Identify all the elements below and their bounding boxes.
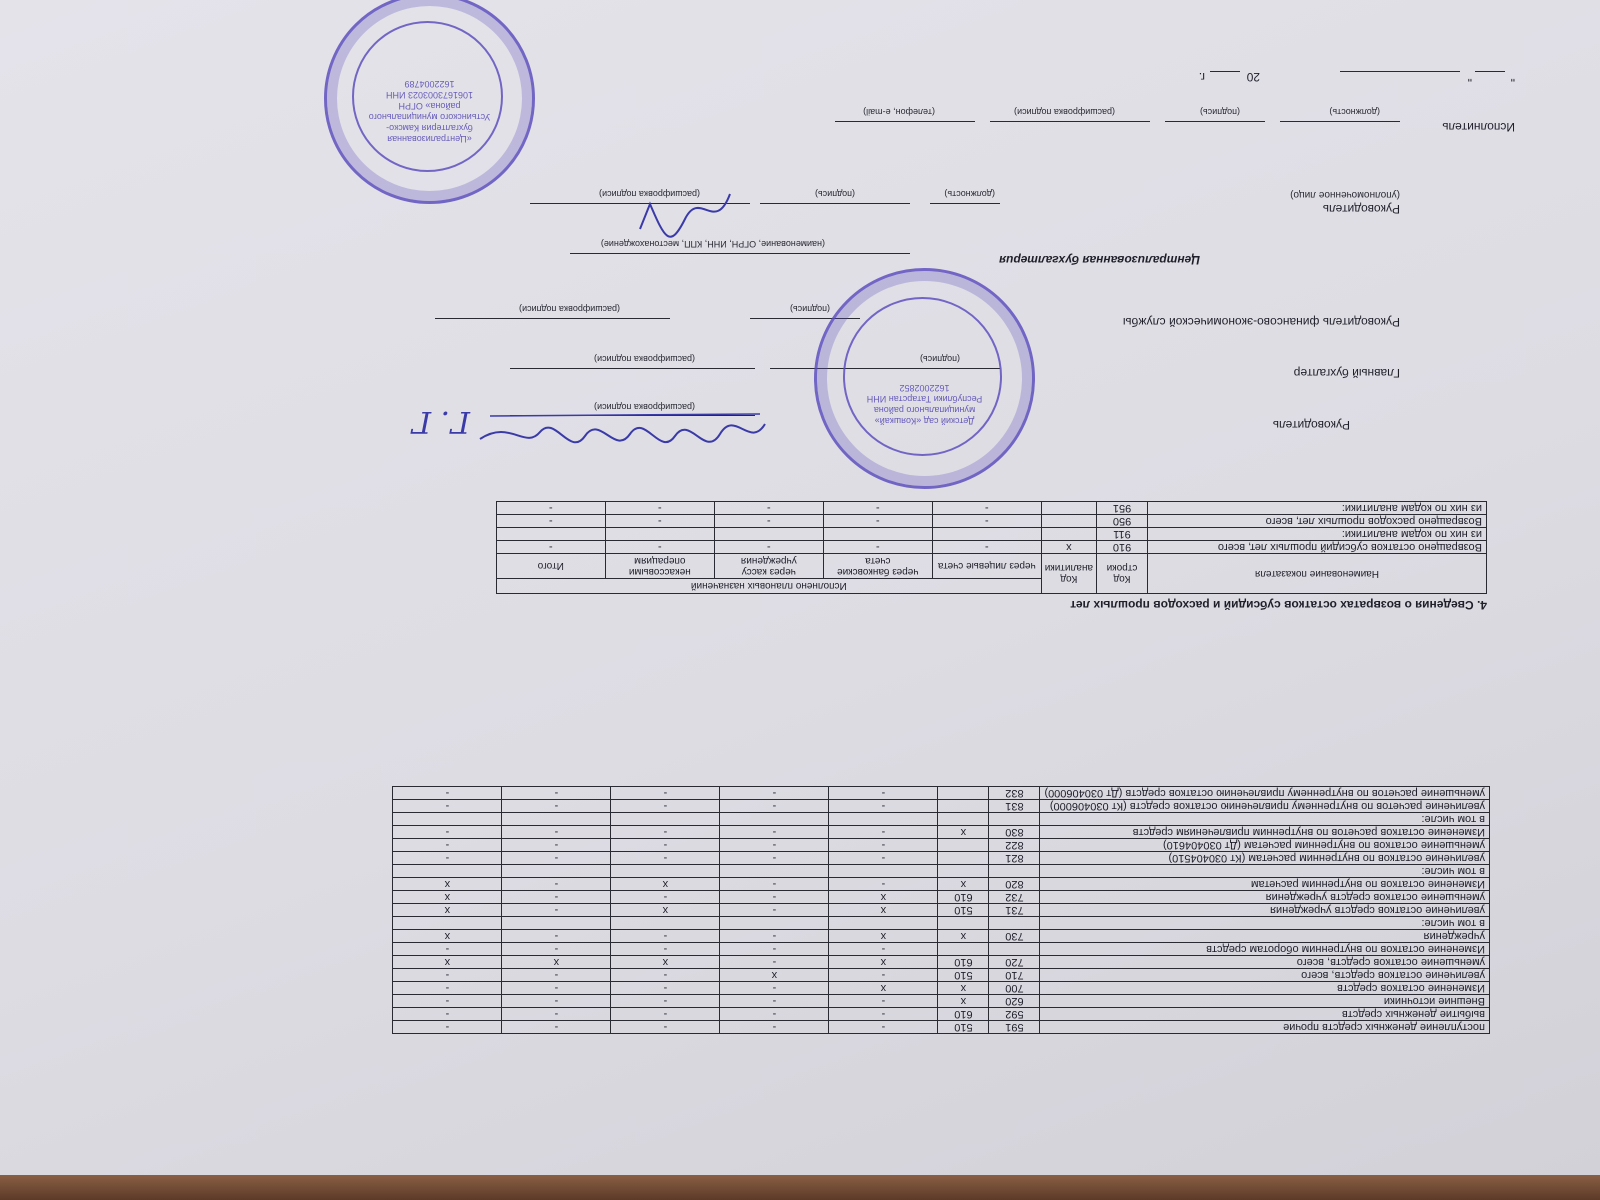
row-value-cell: - [502, 852, 611, 865]
row-analytics-cell: 510 [938, 969, 989, 982]
executor-label: Исполнитель [1442, 120, 1515, 134]
row-value-cell: x [393, 904, 502, 917]
row-value-cell: - [720, 826, 829, 839]
date-day-line [1475, 71, 1505, 72]
row-code-cell [989, 943, 1040, 956]
row-name-cell: Изменение остатков расчетов по внутренним привлечениям средств [1040, 826, 1490, 839]
row-value-cell: - [720, 1021, 829, 1034]
row-value-cell: - [829, 787, 938, 800]
row-analytics-cell [938, 865, 989, 878]
row-value-cell: x [393, 891, 502, 904]
row-value-cell [823, 528, 932, 541]
row-analytics-cell [938, 852, 989, 865]
row-value-cell: - [611, 787, 720, 800]
table-row [496, 502, 1486, 515]
row-value-cell: - [823, 515, 932, 528]
row-value-cell: - [611, 943, 720, 956]
executor-phone-caption: (телефон, e-mail) [863, 107, 935, 117]
stamp-text: «Централизованная бухгалтерия Камско-Устьинского муниципального района» ОГРН 1061673003023 ИНН 1622004789 [368, 78, 491, 144]
table-row [393, 787, 1490, 800]
row-value-cell [720, 865, 829, 878]
row-name-cell: из них по кодам аналитики: [1148, 528, 1487, 541]
row-value-cell [605, 528, 714, 541]
table-row [496, 528, 1486, 541]
row-name-cell: в том числе: [1040, 917, 1490, 930]
row-analytics-cell: 610 [938, 891, 989, 904]
row-value-cell: x [393, 956, 502, 969]
row-analytics-cell: x [938, 878, 989, 891]
row-value-cell: - [611, 839, 720, 852]
row-name-cell: увеличение расчетов по внутреннему привлечению остатков средств (Кт 030406000) [1040, 800, 1490, 813]
table-surface [0, 1175, 1600, 1200]
row-name-cell: Изменение остатков средств [1040, 982, 1490, 995]
row-code-cell: 822 [989, 839, 1040, 852]
row-name-cell: в том числе: [1040, 813, 1490, 826]
table-row [393, 917, 1490, 930]
row-value-cell [611, 917, 720, 930]
row-value-cell: - [393, 1008, 502, 1021]
row-value-cell: - [829, 878, 938, 891]
row-value-cell: - [496, 515, 605, 528]
row-value-cell: - [502, 969, 611, 982]
row-analytics-cell: 610 [938, 956, 989, 969]
row-value-cell [502, 865, 611, 878]
row-code-cell: 620 [989, 995, 1040, 1008]
row-value-cell [932, 528, 1041, 541]
row-value-cell: - [393, 826, 502, 839]
row-value-cell: - [605, 541, 714, 554]
row-code-cell [989, 917, 1040, 930]
table-row [496, 541, 1486, 554]
row-value-cell: - [502, 943, 611, 956]
header-name: Наименование показателя [1148, 554, 1487, 594]
section-4-title: 4. Сведения о возвратах остатков субсидий и расходов прошлых лет [1070, 598, 1487, 612]
row-value-cell: x [393, 930, 502, 943]
row-value-cell: - [393, 787, 502, 800]
row-value-cell [496, 528, 605, 541]
row-code-cell: 951 [1097, 502, 1148, 515]
row-value-cell [393, 917, 502, 930]
row-name-cell: Внешние источники [1040, 995, 1490, 1008]
row-value-cell: - [611, 826, 720, 839]
cb-decode-caption: (расшифровка подписи) [599, 189, 700, 199]
row-value-cell: - [393, 800, 502, 813]
row-code-cell: 910 [1097, 541, 1148, 554]
table-row [496, 515, 1486, 528]
row-value-cell [611, 865, 720, 878]
row-value-cell: - [611, 995, 720, 1008]
row-code-cell: 710 [989, 969, 1040, 982]
row-value-cell [829, 917, 938, 930]
row-analytics-cell [1041, 502, 1096, 515]
cb-signature-caption: (подпись) [814, 189, 855, 199]
row-value-cell: - [720, 982, 829, 995]
table-row [393, 904, 1490, 917]
date-suffix: г. [1198, 70, 1205, 84]
row-value-cell: x [720, 969, 829, 982]
row-value-cell: - [502, 839, 611, 852]
finance-decode-caption: (расшифровка подписи) [519, 304, 620, 314]
handwritten-initials: Г. Г [411, 404, 470, 439]
returns-table [496, 501, 1487, 594]
table-row [393, 852, 1490, 865]
header-col1: через лицевые счета [932, 554, 1041, 579]
stamp-inner-ring [843, 297, 1002, 456]
row-value-cell [720, 917, 829, 930]
table-row [393, 826, 1490, 839]
row-analytics-cell: 510 [938, 904, 989, 917]
row-analytics-cell [938, 917, 989, 930]
row-value-cell: x [611, 956, 720, 969]
row-value-cell: - [829, 839, 938, 852]
row-value-cell: - [720, 1008, 829, 1021]
row-value-cell: - [502, 930, 611, 943]
row-value-cell: - [829, 969, 938, 982]
row-name-cell: Изменение остатков по внутренним расчетам [1040, 878, 1490, 891]
row-analytics-cell [1041, 515, 1096, 528]
row-value-cell: - [829, 1021, 938, 1034]
row-value-cell: - [496, 541, 605, 554]
row-analytics-cell [938, 813, 989, 826]
row-value-cell: - [720, 943, 829, 956]
row-code-cell: 832 [989, 787, 1040, 800]
table-row [393, 1021, 1490, 1034]
row-value-cell: - [502, 982, 611, 995]
date-open-quote: " [1510, 70, 1515, 84]
row-value-cell: - [502, 787, 611, 800]
table-row [393, 982, 1490, 995]
row-code-cell: 592 [989, 1008, 1040, 1021]
row-value-cell: - [829, 852, 938, 865]
row-value-cell: - [605, 502, 714, 515]
row-analytics-cell [938, 839, 989, 852]
row-value-cell: - [932, 502, 1041, 515]
table-row [393, 891, 1490, 904]
executor-decode-caption: (расшифровка подписи) [1014, 107, 1115, 117]
table-row [393, 995, 1490, 1008]
row-code-cell: 700 [989, 982, 1040, 995]
row-value-cell: - [829, 826, 938, 839]
row-value-cell: - [502, 995, 611, 1008]
row-value-cell [829, 813, 938, 826]
row-code-cell: 731 [989, 904, 1040, 917]
row-name-cell: Возвращено остатков субсидий прошлых лет, всего [1148, 541, 1487, 554]
header-col2: через банковские счета [823, 554, 932, 579]
row-value-cell: - [393, 852, 502, 865]
centralized-label: Централизованная бухгалтерия [999, 253, 1200, 267]
row-name-cell: Возвращено расходов прошлых лет, всего [1148, 515, 1487, 528]
row-value-cell: - [611, 1021, 720, 1034]
cb-head-sub: (уполномоченное лицо) [1290, 189, 1400, 200]
row-value-cell: - [720, 956, 829, 969]
row-value-cell: - [720, 800, 829, 813]
table-row [393, 878, 1490, 891]
row-value-cell: - [720, 904, 829, 917]
header-col3: через кассу учреждения [714, 554, 823, 579]
row-value-cell: - [720, 995, 829, 1008]
row-value-cell [393, 865, 502, 878]
executor-decode-line [990, 121, 1150, 122]
row-name-cell: уменьшение расчетов по внутреннему привлечению остатков средств (Дт 030406000) [1040, 787, 1490, 800]
chief-decode-line [510, 368, 755, 369]
row-value-cell: - [611, 800, 720, 813]
date-year-line [1210, 71, 1240, 72]
row-code-cell: 830 [989, 826, 1040, 839]
row-value-cell: - [829, 800, 938, 813]
row-value-cell [502, 917, 611, 930]
row-value-cell: - [720, 852, 829, 865]
handwritten-signature [470, 404, 770, 454]
row-value-cell: x [611, 878, 720, 891]
date-year-prefix: 20 [1246, 70, 1260, 84]
row-value-cell: - [720, 891, 829, 904]
row-value-cell: - [611, 969, 720, 982]
cb-head-label: Руководитель [1322, 202, 1400, 216]
table-row [393, 813, 1490, 826]
row-value-cell: - [502, 1021, 611, 1034]
row-code-cell: 911 [1097, 528, 1148, 541]
row-value-cell: - [823, 502, 932, 515]
date-month-line [1340, 71, 1460, 72]
head-decode-caption: (расшифровка подписи) [594, 402, 695, 412]
finance-head-label: Руководитель финансово-экономической службы [1122, 315, 1400, 329]
header-col4: некассовыми операциям [605, 554, 714, 579]
row-code-cell: 732 [989, 891, 1040, 904]
row-name-cell: уменьшение остатков средств, всего [1040, 956, 1490, 969]
row-value-cell: - [502, 891, 611, 904]
executor-phone-line [835, 121, 975, 122]
stamp-text: Детский сад «Кояшкай» муниципального района Республики Татарстан ИНН 1622002852 [866, 382, 983, 426]
row-name-cell: из них по кодам аналитики: [1148, 502, 1487, 515]
table-row [393, 930, 1490, 943]
row-value-cell: - [932, 541, 1041, 554]
row-value-cell: x [393, 878, 502, 891]
main-table [392, 786, 1490, 1034]
row-value-cell: - [393, 839, 502, 852]
executor-position-caption: (должность) [1329, 107, 1380, 117]
row-value-cell: - [714, 541, 823, 554]
row-value-cell: - [720, 878, 829, 891]
row-value-cell: x [829, 930, 938, 943]
row-analytics-cell [938, 800, 989, 813]
row-name-cell: увеличение остатков средств учреждения [1040, 904, 1490, 917]
row-value-cell: x [611, 904, 720, 917]
header-col5: Итого [496, 554, 605, 579]
row-value-cell: - [932, 515, 1041, 528]
row-analytics-cell [1041, 528, 1096, 541]
row-code-cell: 820 [989, 878, 1040, 891]
chief-decode-caption: (расшифровка подписи) [594, 354, 695, 364]
row-value-cell: - [611, 982, 720, 995]
organization-stamp [814, 268, 1035, 489]
row-value-cell: - [714, 502, 823, 515]
finance-signature-caption: (подпись) [789, 304, 830, 314]
row-value-cell: - [720, 839, 829, 852]
row-analytics-cell: 510 [938, 1021, 989, 1034]
row-value-cell: x [829, 956, 938, 969]
table-row [393, 1008, 1490, 1021]
row-value-cell: - [829, 1008, 938, 1021]
executor-position-line [1280, 121, 1400, 122]
row-name-cell: выбытие денежных средств [1040, 1008, 1490, 1021]
row-value-cell: - [393, 1021, 502, 1034]
row-analytics-cell: x [938, 930, 989, 943]
row-value-cell: - [823, 541, 932, 554]
row-name-cell: в том числе: [1040, 865, 1490, 878]
chief-signature-caption: (подпись) [919, 354, 960, 364]
table-row [393, 800, 1490, 813]
executor-signature-caption: (подпись) [1199, 107, 1240, 117]
row-value-cell: - [714, 515, 823, 528]
row-analytics-cell: x [1041, 541, 1096, 554]
row-code-cell: 950 [1097, 515, 1148, 528]
row-analytics-cell: x [938, 995, 989, 1008]
cb-signature-line [760, 203, 910, 204]
row-value-cell: - [611, 1008, 720, 1021]
row-value-cell: - [829, 995, 938, 1008]
date-close-quote: " [1467, 70, 1472, 84]
row-value-cell: - [720, 930, 829, 943]
row-code-cell: 730 [989, 930, 1040, 943]
row-value-cell [393, 813, 502, 826]
row-value-cell: - [829, 943, 938, 956]
row-value-cell: - [502, 800, 611, 813]
row-analytics-cell [938, 787, 989, 800]
row-name-cell: увеличение остатков средств, всего [1040, 969, 1490, 982]
row-code-cell: 821 [989, 852, 1040, 865]
row-name-cell: Изменение остатков по внутренним оборотам средств [1040, 943, 1490, 956]
head-label: Руководитель [1272, 418, 1350, 432]
cb-handwritten-signature [630, 184, 740, 244]
row-name-cell: поступление денежных средств прочие [1040, 1021, 1490, 1034]
row-value-cell [720, 813, 829, 826]
cb-position-line [930, 203, 1000, 204]
header-analytics: Код аналитики [1041, 554, 1096, 594]
row-value-cell: - [611, 891, 720, 904]
row-name-cell: уменьшение остатков средств учреждения [1040, 891, 1490, 904]
row-code-cell [989, 813, 1040, 826]
row-analytics-cell [938, 943, 989, 956]
row-code-cell [989, 865, 1040, 878]
row-value-cell [714, 528, 823, 541]
row-code-cell: 720 [989, 956, 1040, 969]
row-name-cell: уменьшение остатков по внутренним расчетам (Дт 030404610) [1040, 839, 1490, 852]
row-code-cell: 831 [989, 800, 1040, 813]
centralized-accounting-stamp [324, 0, 535, 204]
row-analytics-cell: x [938, 982, 989, 995]
centralized-caption: (наименование, ОГРН, ИНН, КПП, местонахождение) [600, 239, 825, 249]
row-value-cell: - [496, 502, 605, 515]
row-value-cell: x [502, 956, 611, 969]
row-value-cell: - [611, 930, 720, 943]
executor-signature-line [1165, 121, 1265, 122]
table-row [393, 865, 1490, 878]
row-value-cell: x [829, 982, 938, 995]
cb-position-caption: (должность) [944, 189, 995, 199]
header-code: Код строки [1097, 554, 1148, 594]
row-value-cell: - [502, 904, 611, 917]
row-value-cell: - [611, 852, 720, 865]
row-analytics-cell: 610 [938, 1008, 989, 1021]
row-value-cell: x [829, 891, 938, 904]
table-row [393, 956, 1490, 969]
row-code-cell: 591 [989, 1021, 1040, 1034]
row-value-cell: - [502, 826, 611, 839]
row-name-cell: увеличение остатков по внутренним расчетам (Кт 030404510) [1040, 852, 1490, 865]
row-analytics-cell: x [938, 826, 989, 839]
centralized-line [570, 253, 910, 254]
row-value-cell: - [502, 1008, 611, 1021]
row-value-cell: x [829, 904, 938, 917]
row-value-cell: - [393, 982, 502, 995]
header-group: Исполнено плановых назначений [496, 579, 1041, 594]
table-row [393, 969, 1490, 982]
row-name-cell: учреждения [1040, 930, 1490, 943]
row-value-cell: - [502, 878, 611, 891]
row-value-cell: - [393, 969, 502, 982]
row-value-cell [502, 813, 611, 826]
row-value-cell: - [393, 995, 502, 1008]
row-value-cell: - [393, 943, 502, 956]
table-row [393, 943, 1490, 956]
row-value-cell [611, 813, 720, 826]
table-row [393, 839, 1490, 852]
chief-accountant-label: Главный бухгалтер [1293, 366, 1400, 380]
row-value-cell: - [720, 787, 829, 800]
row-value-cell [829, 865, 938, 878]
row-value-cell: - [605, 515, 714, 528]
finance-decode-line [435, 318, 670, 319]
